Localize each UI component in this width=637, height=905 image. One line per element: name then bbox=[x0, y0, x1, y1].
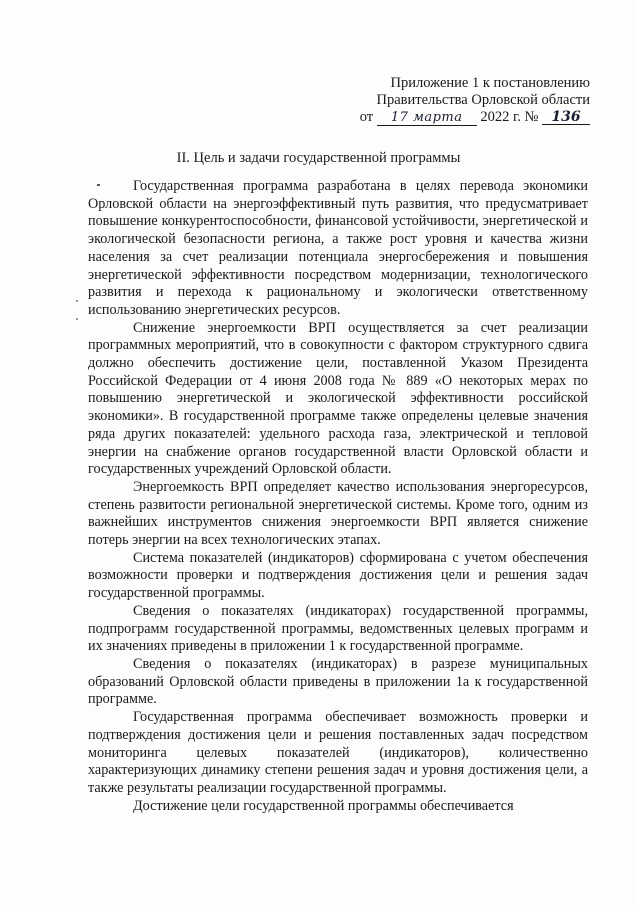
paragraph: Энергоемкость ВРП определяет качество использования энергоресурсов, степень развитости региональной энергетической системы. Кроме того, одним из важнейших инструментов снижения энергоемкости ВРП является снижение потерь энергии на всех технологических этапах. bbox=[88, 478, 588, 549]
document-body bbox=[88, 178, 588, 815]
paragraph: Достижение цели государственной программы обеспечивается bbox=[133, 797, 514, 814]
appendix-line-1: Приложение 1 к постановлению bbox=[390, 75, 590, 91]
paragraph: Сведения о показателях (индикаторах) в разрезе муниципальных образований Орловской области приведены в приложении 1а к государственной программе. bbox=[88, 655, 588, 708]
paragraph: Государственная программа обеспечивает возможность проверки и подтверждения достижения цели и решения поставленных задач посредством мониторинга целевых показателей (индикаторов), количественно характеризующих динамику степени решения задач и уровня достижения цели, а также результаты реализации государственной программы. bbox=[88, 709, 588, 796]
appendix-line-2: Правительства Орловской области bbox=[376, 92, 590, 108]
appendix-header bbox=[330, 75, 590, 126]
appendix-date-line bbox=[330, 109, 590, 126]
handwritten-number: 136 bbox=[542, 110, 590, 125]
paragraph: Снижение энергоемкости ВРП осуществляется за счет реализации программных мероприятий, что в совокупности с фактором структурного сдвига должно обеспечить достижение цели, поставленной Указом Президента Российской Федерации от 4 июня 2008 года № 889 «О некоторых мерах по повышению энергетической и экологической эффективности российской экономики». В государственной программе также определены целевые значения ряда других показателей: удельного расхода газа, электрической и тепловой энергии на снабжение органов государственной власти Орловской области и государственных учреждений Орловской области. bbox=[88, 319, 588, 478]
paragraph: Государственная программа разработана в целях перевода экономики Орловской области на энергоэффективный путь развития, что предусматривает повышение конкурентоспособности, финансовой устойчивости, энергетической и экологической безопасности региона, а также рост уровня и качества жизни населения за счет реализации потенциала энергосбережения и повышения энергетической эффективности посредством модернизации, технологического развития и перехода к рациональному и экологически ответственному использованию энергетических ресурсов. bbox=[88, 178, 588, 318]
paragraph: Система показателей (индикаторов) сформирована с учетом обеспечения возможности проверки и подтверждения достижения цели и решения задач государственной программы. bbox=[88, 549, 588, 602]
handwritten-date: 17 марта bbox=[377, 111, 477, 126]
scan-speck bbox=[76, 318, 78, 320]
from-prefix: от bbox=[359, 109, 374, 125]
paragraph: Сведения о показателях (индикаторах) государственной программы, подпрограмм государственной программы, ведомственных целевых программ и их значениях приведены в приложении 1 к государственной программе. bbox=[88, 602, 588, 655]
section-title: II. Цель и задачи государственной программы bbox=[176, 150, 461, 166]
scan-speck bbox=[76, 300, 78, 302]
year-text: 2022 г. № bbox=[480, 109, 539, 125]
